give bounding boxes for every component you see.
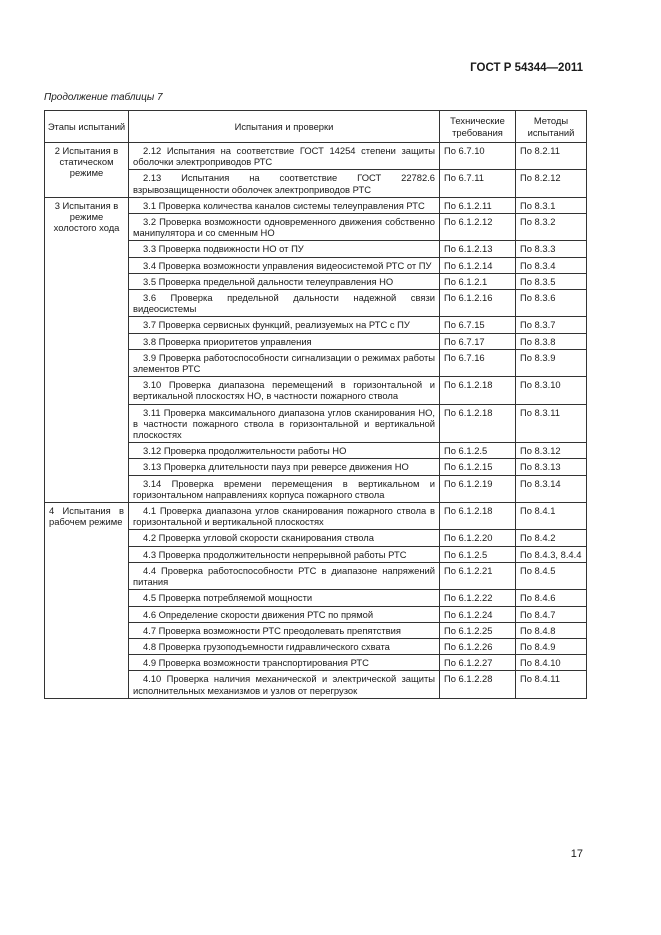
method-cell: По 8.3.12 <box>516 443 587 459</box>
requirement-cell: По 6.7.10 <box>440 143 516 170</box>
test-cell: 4.4 Проверка работоспособности РТС в диапазоне напряжений питания <box>129 562 440 589</box>
method-cell: По 8.4.1 <box>516 503 587 530</box>
requirement-cell: По 6.1.2.13 <box>440 241 516 257</box>
test-cell: 4.5 Проверка потребляемой мощности <box>129 590 440 606</box>
method-cell: По 8.4.2 <box>516 530 587 546</box>
requirement-cell: По 6.7.11 <box>440 170 516 197</box>
test-cell: 4.1 Проверка диапазона углов сканирования пожарного ствола в горизонтальной и вертикальной плоскостях <box>129 503 440 530</box>
test-cell: 4.9 Проверка возможности транспортирования РТС <box>129 655 440 671</box>
requirement-cell: По 6.1.2.19 <box>440 475 516 502</box>
test-cell: 2.13 Испытания на соответствие ГОСТ 22782.6 взрывозащищенности оболочек электроприводов РТС <box>129 170 440 197</box>
test-cell: 3.5 Проверка предельной дальности телеуправления НО <box>129 273 440 289</box>
table-body <box>45 143 587 699</box>
test-cell: 3.9 Проверка работоспособности сигнализации о режимах работы элементов РТС <box>129 349 440 376</box>
stage-cell: 4 Испытания в рабочем режиме <box>45 503 129 699</box>
method-cell: По 8.3.10 <box>516 377 587 404</box>
method-cell: По 8.3.1 <box>516 197 587 213</box>
table-header-row <box>45 111 587 143</box>
requirement-cell: По 6.1.2.5 <box>440 443 516 459</box>
test-cell: 3.3 Проверка подвижности НО от ПУ <box>129 241 440 257</box>
requirement-cell: По 6.1.2.28 <box>440 671 516 698</box>
method-cell: По 8.3.2 <box>516 214 587 241</box>
requirement-cell: По 6.1.2.11 <box>440 197 516 213</box>
page-number: 17 <box>570 848 583 860</box>
method-cell: По 8.4.8 <box>516 622 587 638</box>
requirement-cell: По 6.1.2.25 <box>440 622 516 638</box>
method-cell: По 8.2.11 <box>516 143 587 170</box>
test-cell: 2.12 Испытания на соответствие ГОСТ 14254 степени защиты оболочки электроприводов РТС <box>129 143 440 170</box>
column-header-requirements: Технические требования <box>440 111 516 143</box>
method-cell: По 8.4.6 <box>516 590 587 606</box>
requirement-cell: По 6.1.2.21 <box>440 562 516 589</box>
test-cell: 3.1 Проверка количества каналов системы телеуправления РТС <box>129 197 440 213</box>
method-cell: По 8.3.9 <box>516 349 587 376</box>
method-cell: По 8.2.12 <box>516 170 587 197</box>
test-cell: 4.7 Проверка возможности РТС преодолевать препятствия <box>129 622 440 638</box>
table-row <box>45 503 587 530</box>
requirement-cell: По 6.1.2.20 <box>440 530 516 546</box>
table-row <box>45 197 587 213</box>
column-header-tests: Испытания и проверки <box>129 111 440 143</box>
requirement-cell: По 6.1.2.24 <box>440 606 516 622</box>
method-cell: По 8.4.10 <box>516 655 587 671</box>
requirement-cell: По 6.1.2.15 <box>440 459 516 475</box>
test-cell: 3.4 Проверка возможности управления видеосистемой РТС от ПУ <box>129 257 440 273</box>
column-header-stages: Этапы испытаний <box>45 111 129 143</box>
requirement-cell: По 6.1.2.27 <box>440 655 516 671</box>
requirement-cell: По 6.1.2.26 <box>440 638 516 654</box>
requirement-cell: По 6.1.2.18 <box>440 404 516 443</box>
test-cell: 3.12 Проверка продолжительности работы НО <box>129 443 440 459</box>
requirement-cell: По 6.1.2.12 <box>440 214 516 241</box>
requirement-cell: По 6.1.2.22 <box>440 590 516 606</box>
stage-cell: 2 Испытания в статическом режиме <box>45 143 129 198</box>
requirement-cell: По 6.1.2.16 <box>440 290 516 317</box>
method-cell: По 8.3.8 <box>516 333 587 349</box>
requirement-cell: По 6.1.2.5 <box>440 546 516 562</box>
requirement-cell: По 6.1.2.14 <box>440 257 516 273</box>
test-cell: 4.2 Проверка угловой скорости сканирования ствола <box>129 530 440 546</box>
method-cell: По 8.3.3 <box>516 241 587 257</box>
requirement-cell: По 6.7.16 <box>440 349 516 376</box>
method-cell: По 8.4.11 <box>516 671 587 698</box>
method-cell: По 8.3.14 <box>516 475 587 502</box>
method-cell: По 8.3.6 <box>516 290 587 317</box>
method-cell: По 8.3.13 <box>516 459 587 475</box>
test-cell: 3.14 Проверка времени перемещения в вертикальном и горизонтальном направлениях корпуса пожарного ствола <box>129 475 440 502</box>
method-cell: По 8.4.3, 8.4.4 <box>516 546 587 562</box>
requirement-cell: По 6.1.2.1 <box>440 273 516 289</box>
test-cell: 4.10 Проверка наличия механической и электрической защиты исполнительных механизмов и узлов от перегрузок <box>129 671 440 698</box>
method-cell: По 8.3.5 <box>516 273 587 289</box>
test-cell: 4.8 Проверка грузоподъемности гидравлического схвата <box>129 638 440 654</box>
test-cell: 4.3 Проверка продолжительности непрерывной работы РТС <box>129 546 440 562</box>
column-header-methods: Методы испытаний <box>516 111 587 143</box>
requirement-cell: По 6.7.15 <box>440 317 516 333</box>
method-cell: По 8.4.5 <box>516 562 587 589</box>
test-cell: 3.2 Проверка возможности одновременного движения собственно манипулятора и со сменным НО <box>129 214 440 241</box>
table-caption: Продолжение таблицы 7 <box>44 92 163 103</box>
method-cell: По 8.4.9 <box>516 638 587 654</box>
method-cell: По 8.3.7 <box>516 317 587 333</box>
requirement-cell: По 6.1.2.18 <box>440 377 516 404</box>
table-row <box>45 143 587 170</box>
method-cell: По 8.3.11 <box>516 404 587 443</box>
method-cell: По 8.4.7 <box>516 606 587 622</box>
test-cell: 3.7 Проверка сервисных функций, реализуемых на РТС с ПУ <box>129 317 440 333</box>
method-cell: По 8.3.4 <box>516 257 587 273</box>
stage-cell: 3 Испытания в режиме холостого хода <box>45 197 129 502</box>
requirement-cell: По 6.7.17 <box>440 333 516 349</box>
test-table <box>44 110 587 699</box>
test-cell: 3.10 Проверка диапазона перемещений в горизонтальной и вертикальной плоскостях НО, в частности пожарного ствола <box>129 377 440 404</box>
test-cell: 3.6 Проверка предельной дальности надежной связи видеосистемы <box>129 290 440 317</box>
test-cell: 3.13 Проверка длительности пауз при реверсе движения НО <box>129 459 440 475</box>
requirement-cell: По 6.1.2.18 <box>440 503 516 530</box>
document-code: ГОСТ Р 54344—2011 <box>470 62 583 74</box>
test-cell: 4.6 Определение скорости движения РТС по прямой <box>129 606 440 622</box>
test-cell: 3.8 Проверка приоритетов управления <box>129 333 440 349</box>
test-cell: 3.11 Проверка максимального диапазона углов сканирования НО, в частности пожарного ствола в горизонтальной и вертикальной плоскостях <box>129 404 440 443</box>
